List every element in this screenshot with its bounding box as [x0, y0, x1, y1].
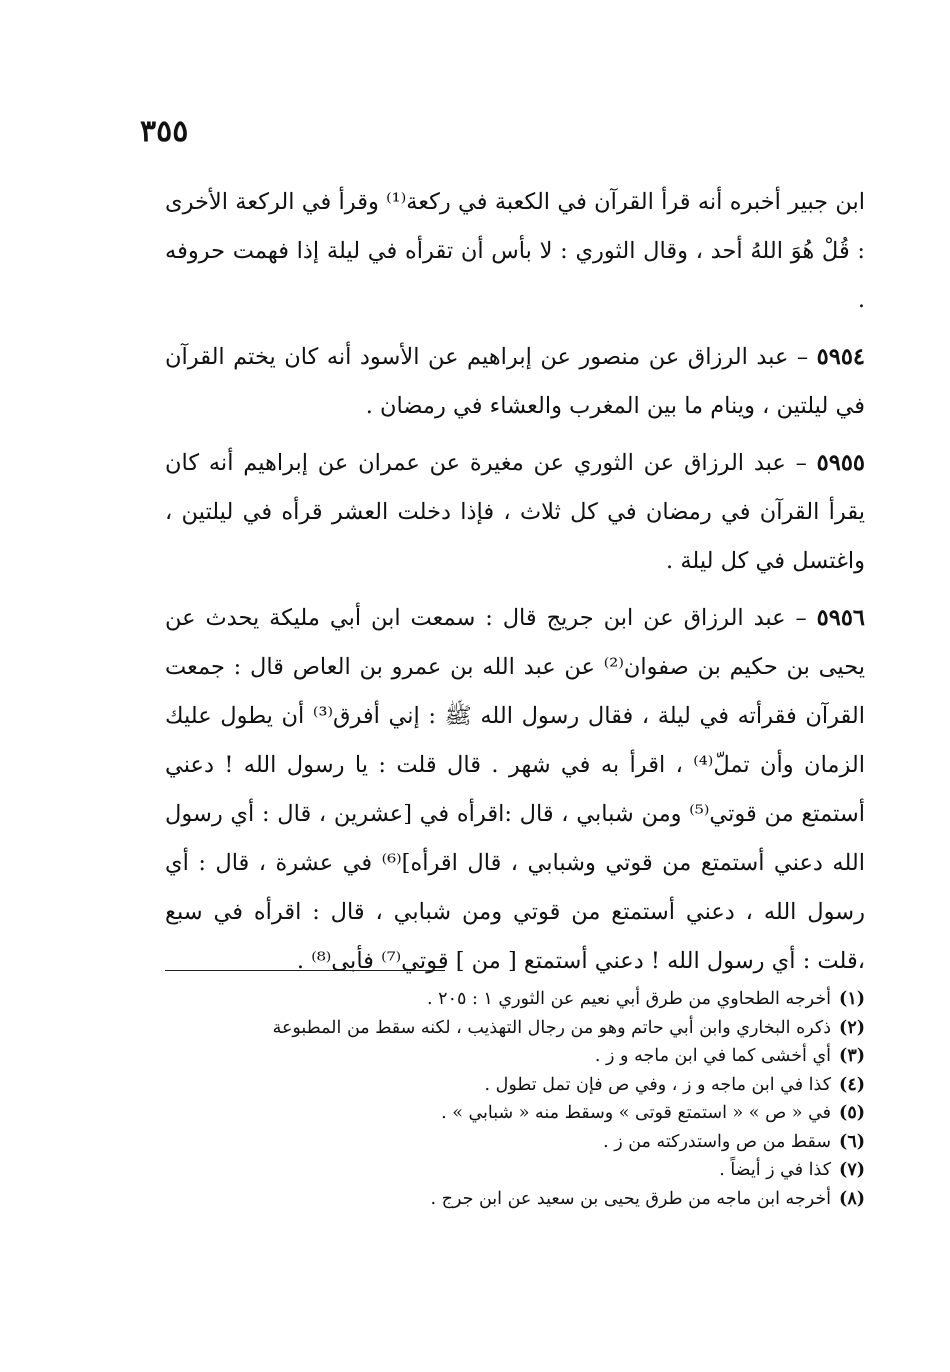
footnote-text: أخرجه ابن ماجه من طرق يحيى بن سعيد عن ابن جرج .: [430, 1188, 832, 1209]
footnote-text: أي أخشى كما في ابن ماجه و ز .: [594, 1046, 832, 1066]
footnote-number: (٣): [839, 1046, 865, 1066]
paragraph-5955: [165, 439, 865, 586]
footnote: [165, 1014, 865, 1043]
footnote-number: (٥): [839, 1103, 865, 1123]
paragraph-text: – عبد الرزاق عن منصور عن إبراهيم عن الأسود أنه كان يختم القرآن في ليلتين ، وينام ما بين المغرب والعشاء في رمضان .: [165, 344, 865, 419]
footnote-number: (٤): [839, 1074, 865, 1095]
page-number: ٣٥٥: [140, 114, 189, 149]
footnote: [165, 1099, 865, 1128]
hadith-number: ٥٩٥٥: [816, 450, 865, 476]
footnote: [165, 1071, 865, 1100]
footnote-text: ذكره البخاري وابن أبي حاتم وهو من رجال التهذيب ، لكنه سقط من المطبوعة: [272, 1017, 832, 1038]
hadith-number: ٥٩٥٤: [816, 344, 865, 370]
hadith-number: ٥٩٥٦: [816, 605, 865, 631]
footnote-separator: [165, 970, 445, 971]
footnote-text: أخرجه الطحاوي من طرق أبي نعيم عن الثوري ١ : ٢٠٥ .: [427, 989, 832, 1009]
footnote-text: سقط من ص واستدركته من ز .: [603, 1131, 832, 1152]
paragraph-text: ابن جبير أخبره أنه قرأ القرآن في الكعبة في ركعة⁽¹⁾ وقرأ في الركعة الأخرى : قُلْ هُوَ اللهُ أحد ، وقال الثوري : لا بأس أن تقرأه في ليلة إذا فهمت حروفه .: [165, 189, 865, 313]
footnote: [165, 1156, 865, 1185]
paragraph-text: – عبد الرزاق عن ابن جريج قال : سمعت ابن أبي مليكة يحدث عن يحيى بن حكيم بن صفوان⁽²⁾ عن عبد الله بن عمرو بن العاص قال : جمعت القرآن فقرأته في ليلة ، فقال رسول الله ﷺ : إني أفرق⁽³⁾ أن يطول عليك الزمان وأن تملّ⁽⁴⁾ ، اقرأ به في شهر . قال قلت : يا رسول الله ! دعني أستمتع من قوتي⁽⁵⁾ ومن شبابي ، قال :اقرأه في [عشرين ، قال : أي رسول الله دعني أستمتع من قوتي وشبابي ، قال اقرأه]⁽⁶⁾ في عشرة ، قال : أي رسول الله ، دعني أستمتع من قوتي ومن شبابي ، قال : اقرأه في سبع ،قلت : أي رسول الله ! دعني أستمتع [ من ] قوتي⁽⁷⁾ فأبى⁽⁸⁾ .: [165, 605, 865, 974]
footnote-number: (١): [839, 989, 865, 1009]
footnote-number: (٦): [839, 1131, 865, 1152]
footnote: [165, 985, 865, 1014]
paragraph-text: – عبد الرزاق عن الثوري عن مغيرة عن عمران عن إبراهيم أنه كان يقرأ القرآن في رمضان في كل ثلاث ، فإذا دخلت العشر قرأه في ليلتين ، واغتسل في كل ليلة .: [165, 450, 865, 574]
footnote-text: كذا في ابن ماجه و ز ، وفي ص فإن تمل تطول .: [484, 1074, 832, 1095]
footnote-text: كذا في ز أيضاً .: [719, 1160, 832, 1180]
footnote: [165, 1185, 865, 1214]
paragraph-5956: [165, 594, 865, 986]
footnote-number: (٨): [839, 1188, 865, 1209]
footnote: [165, 1042, 865, 1071]
footnotes-list: [165, 985, 865, 1213]
paragraph-5954: [165, 333, 865, 431]
footnote-text: في « ص » « استمتع قوتى » وسقط منه « شبابي » .: [441, 1103, 832, 1123]
footnote-number: (٢): [839, 1017, 865, 1038]
footnote: [165, 1128, 865, 1157]
paragraph-continuation: [165, 178, 865, 325]
main-text: [165, 178, 865, 994]
footnote-number: (٧): [839, 1160, 865, 1180]
